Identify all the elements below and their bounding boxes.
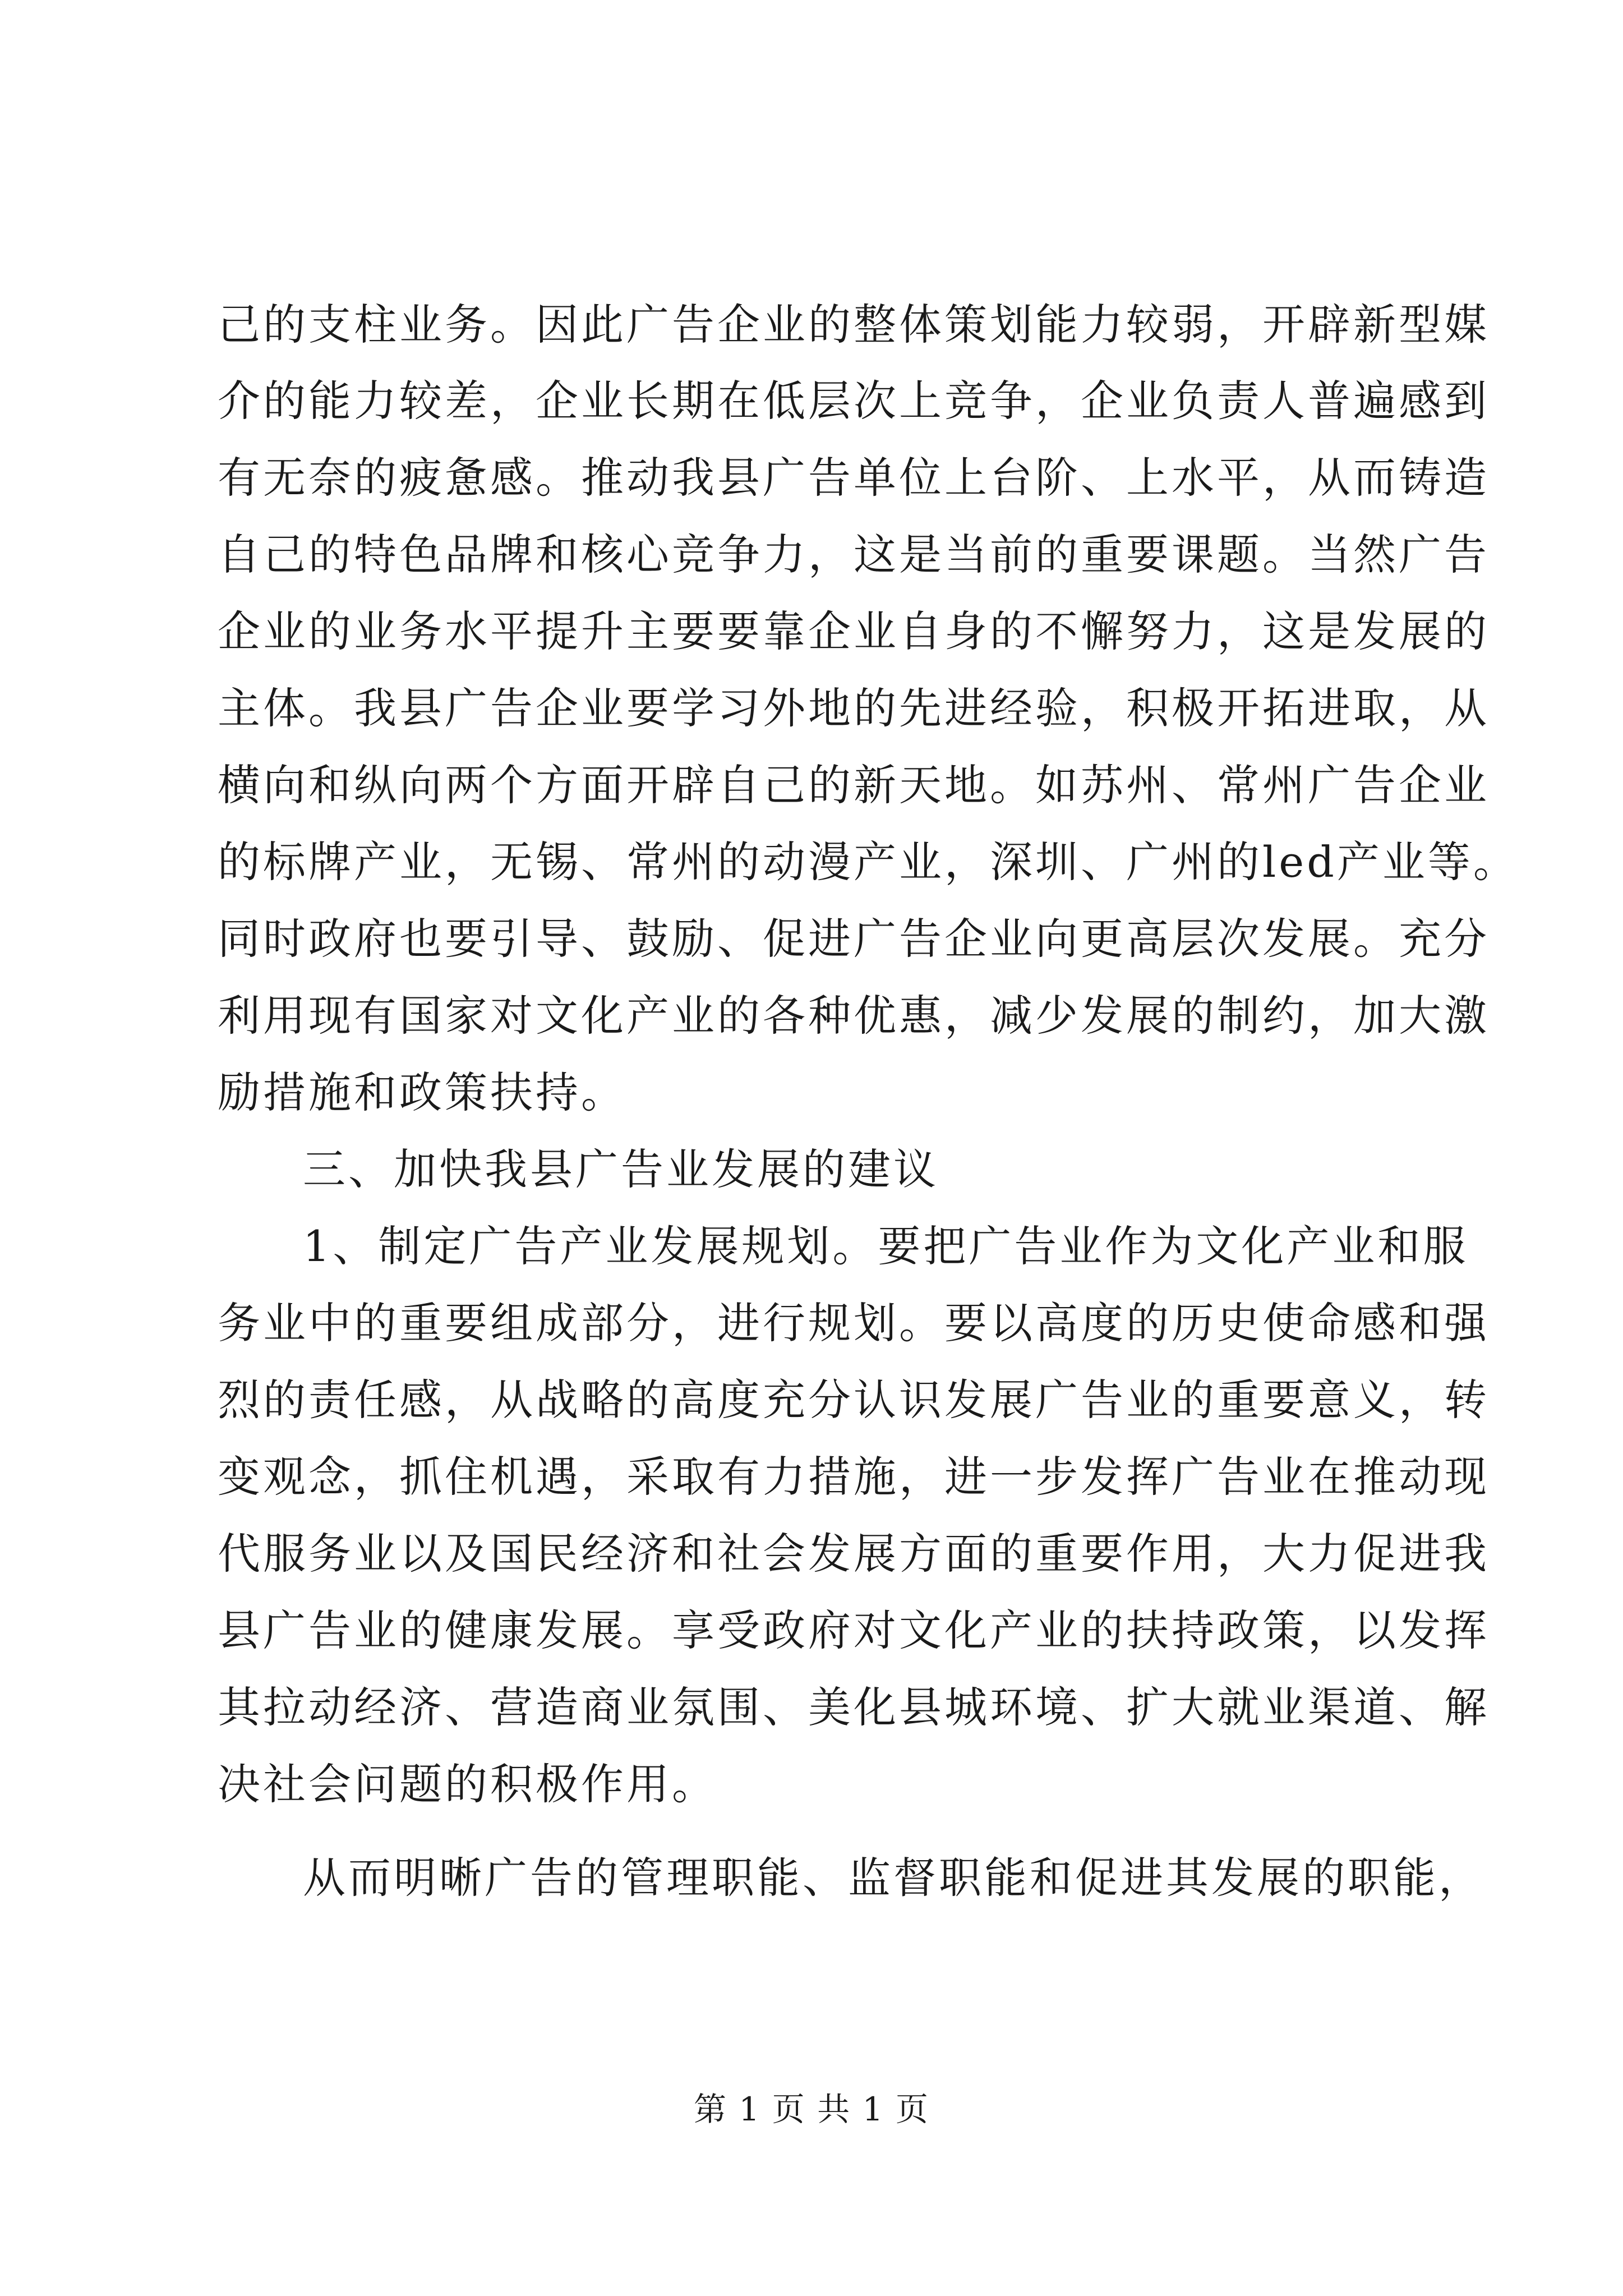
body-line: 自己的特色品牌和核心竞争力，这是当前的重要课题。当然广告 [218,530,1490,579]
page-number-footer: 第 1 页 共 1 页 [694,2090,929,2128]
body-line: 决社会问题的积极作用。 [218,1759,717,1809]
body-line: 其拉动经济、营造商业氛围、美化县城环境、扩大就业渠道、解 [218,1682,1490,1732]
body-line: 有无奈的疲惫感。推动我县广告单位上台阶、上水平，从而铸造 [218,453,1490,503]
body-line: 务业中的重要组成部分，进行规划。要以高度的历史使命感和强 [218,1298,1490,1348]
body-line: 烈的责任感，从战略的高度充分认识发展广告业的重要意义，转 [218,1375,1490,1425]
body-line: 代服务业以及国民经济和社会发展方面的重要作用，大力促进我 [218,1529,1490,1579]
body-line: 利用现有国家对文化产业的各种优惠，减少发展的制约，加大激 [218,991,1490,1041]
body-line: 主体。我县广告企业要学习外地的先进经验，积极开拓进取，从 [218,683,1490,733]
body-line: 的标牌产业，无锡、常州的动漫产业，深圳、广州的led产业等。 [218,837,1519,887]
body-line: 县广告业的健康发展。享受政府对文化产业的扶持政策，以发挥 [218,1605,1490,1655]
body-line: 己的支柱业务。因此广告企业的整体策划能力较弱，开辟新型媒 [218,300,1490,349]
body-line: 从而明晰广告的管理职能、监督职能和促进其发展的职能， [303,1853,1484,1903]
body-line: 1、制定广告产业发展规划。要把广告业作为文化产业和服 [303,1221,1469,1271]
body-line: 企业的业务水平提升主要要靠企业自身的不懈努力，这是发展的 [218,606,1490,656]
section-heading: 三、加快我县广告业发展的建议 [303,1144,939,1194]
body-line: 同时政府也要引导、鼓励、促进广告企业向更高层次发展。充分 [218,914,1490,964]
body-line: 横向和纵向两个方面开辟自己的新天地。如苏州、常州广告企业 [218,760,1490,810]
body-line: 励措施和政策扶持。 [218,1068,626,1117]
body-line: 变观念，抓住机遇，采取有力措施，进一步发挥广告业在推动现 [218,1452,1490,1502]
body-line: 介的能力较差，企业长期在低层次上竞争，企业负责人普遍感到 [218,376,1490,426]
